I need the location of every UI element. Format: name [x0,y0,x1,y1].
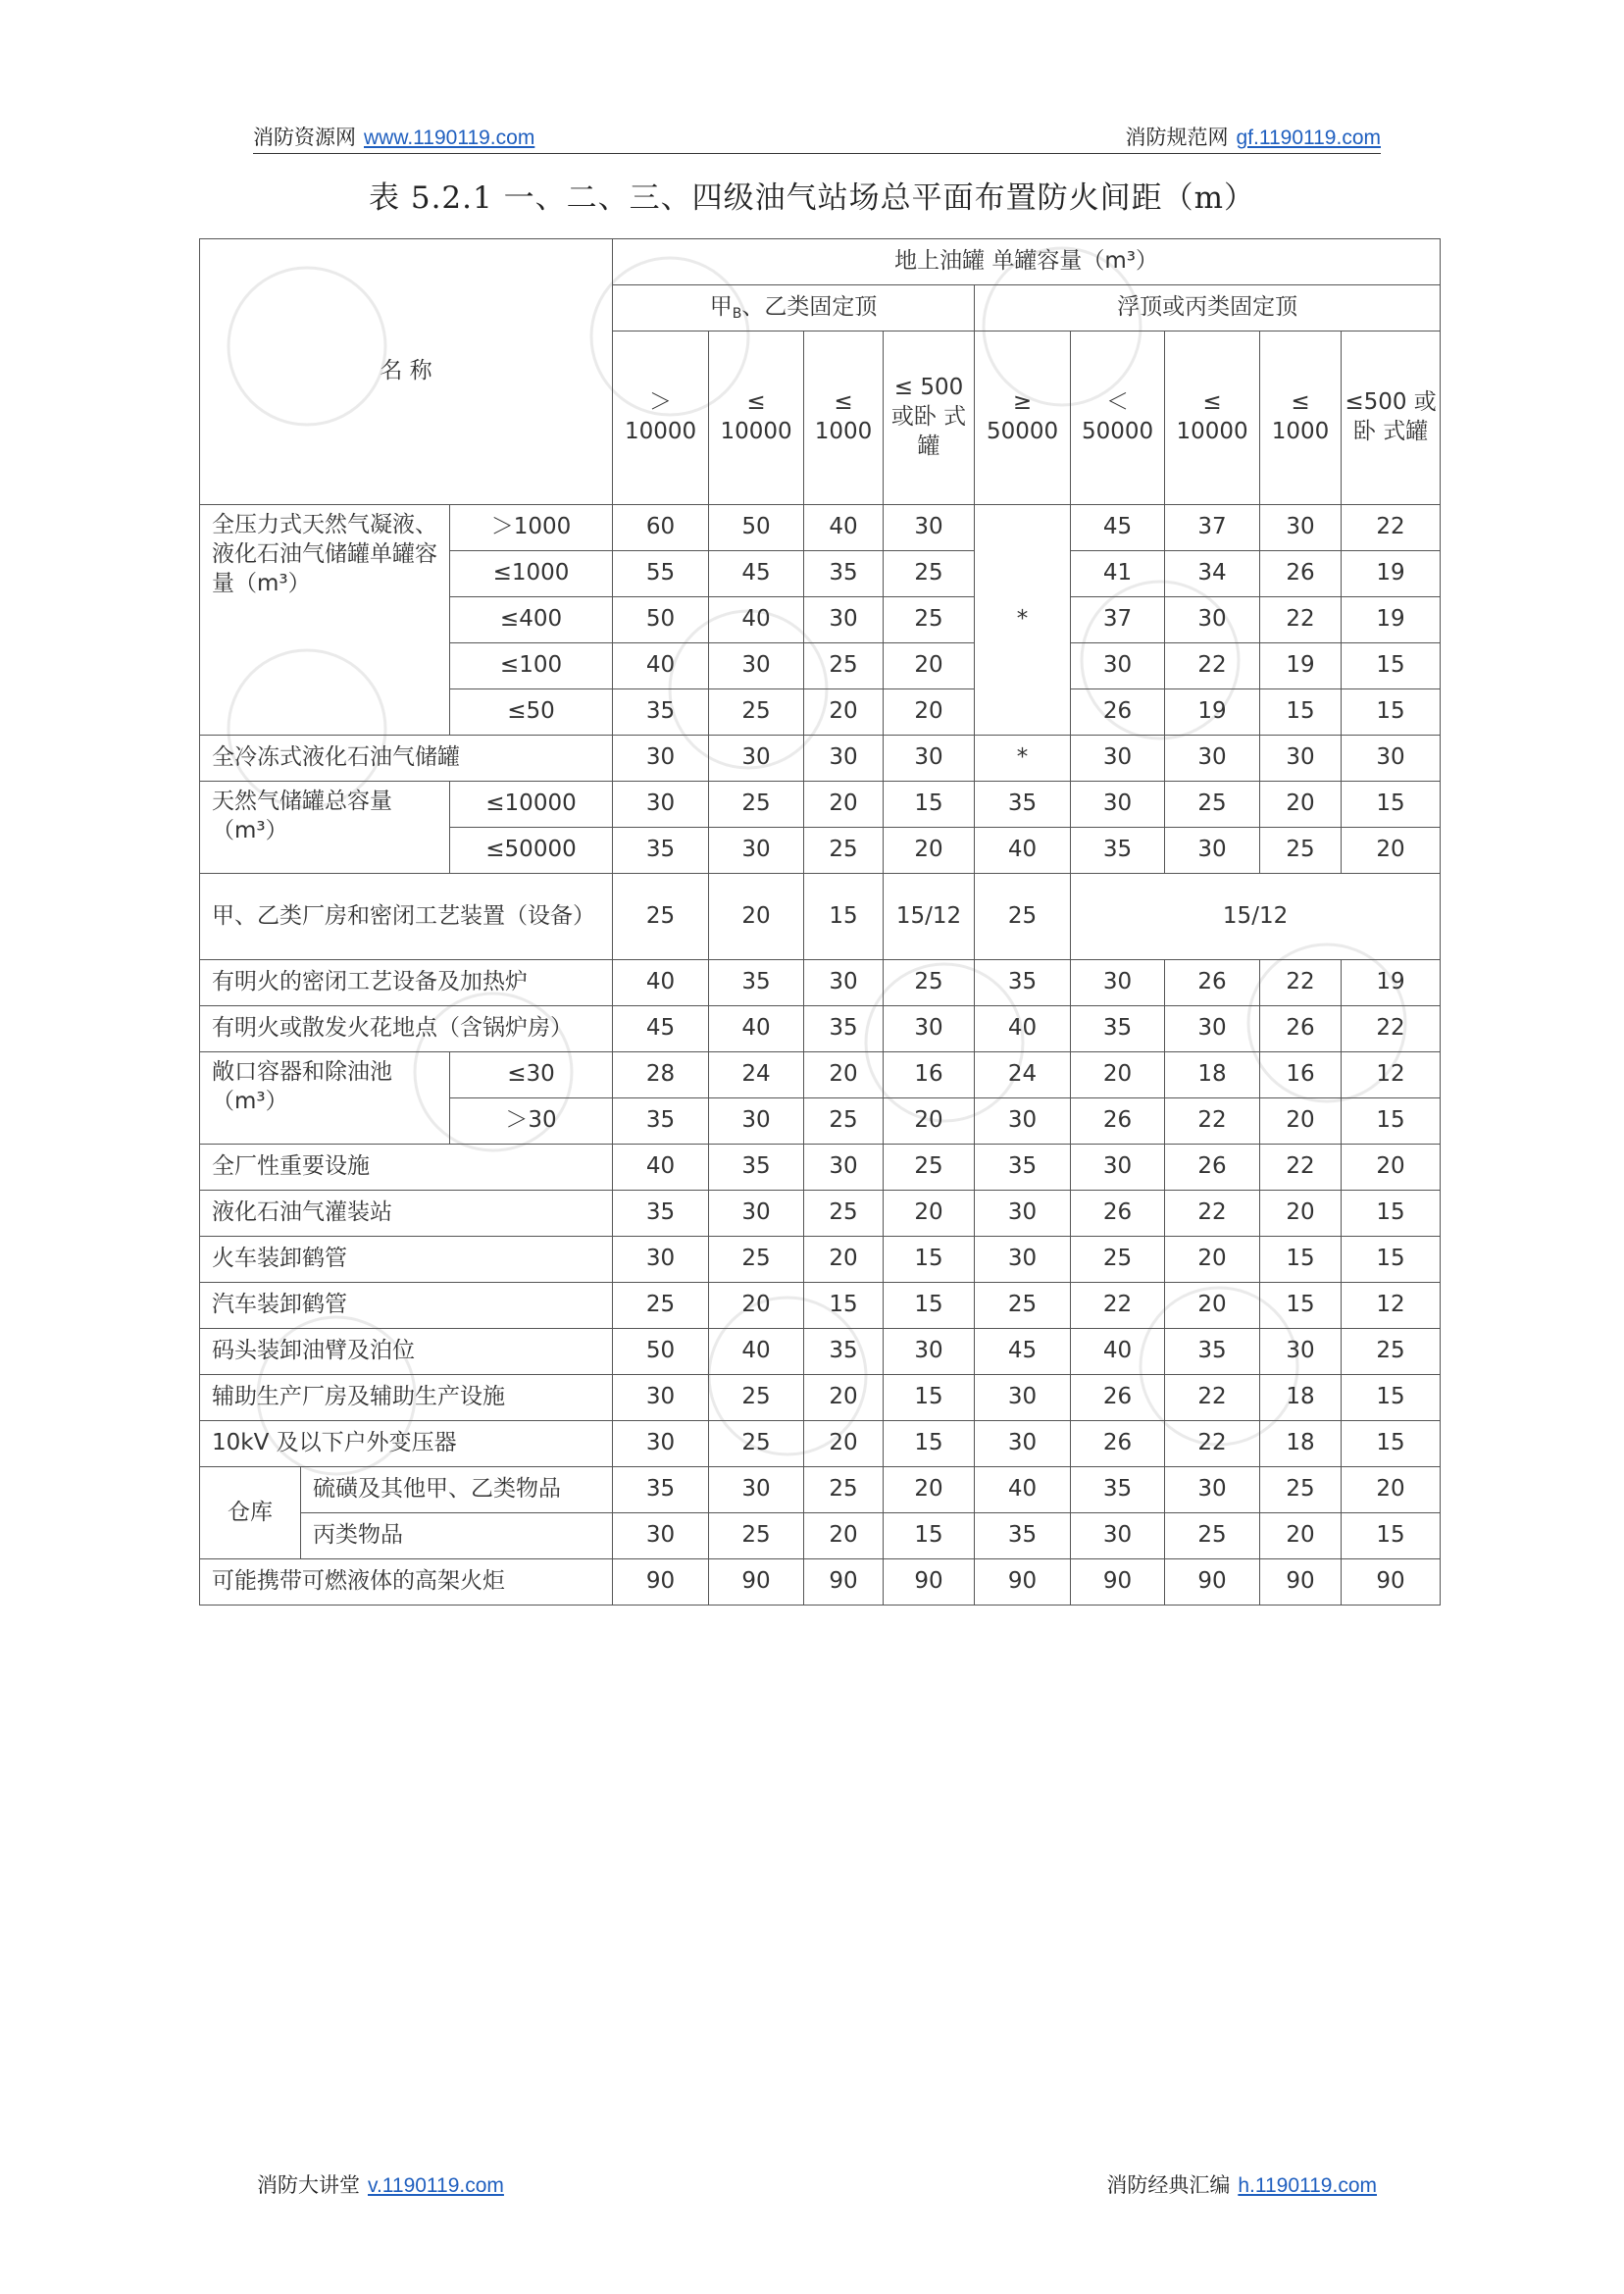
table-cell: 40 [709,1329,804,1375]
table-cell: 37 [1165,505,1260,551]
table-cell: 35 [804,551,884,597]
name-header-cell [200,239,613,505]
table-cell: 35 [804,1329,884,1375]
table-cell: 25 [804,828,884,874]
table-cell: 30 [804,960,884,1006]
table-cell: 15 [1342,1513,1441,1559]
table-cell: 22 [1071,1283,1165,1329]
table-cell: 20 [884,1467,975,1513]
table-cell: 25 [1260,1467,1342,1513]
table-cell: 45 [975,1329,1071,1375]
table-cell: 12 [1342,1052,1441,1098]
table-cell: 20 [1260,782,1342,828]
row-label: ＞30 [450,1098,613,1145]
table-cell: 35 [975,960,1071,1006]
table-container [199,238,1440,1595]
table-cell: 26 [1165,1145,1260,1191]
table-cell: 22 [1165,1421,1260,1467]
table-cell: 30 [613,1421,709,1467]
header-right-link[interactable]: gf.1190119.com [1236,127,1381,149]
table-cell: 25 [709,1421,804,1467]
table-cell: 22 [1260,1145,1342,1191]
table-cell: 25 [884,1145,975,1191]
table-cell: 20 [884,828,975,874]
table-cell: 35 [613,1191,709,1237]
table-cell: 35 [613,828,709,874]
table-cell: 25 [709,1237,804,1283]
table-cell: 20 [1342,1145,1441,1191]
table-cell: 40 [804,505,884,551]
table-cell: 20 [1260,1098,1342,1145]
row-label: 液化石油气灌装站 [200,1191,613,1237]
table-cell: 55 [613,551,709,597]
table-cell: 25 [884,551,975,597]
table-cell: 20 [804,1237,884,1283]
table-cell: 25 [804,1467,884,1513]
table-cell: 45 [709,551,804,597]
table-cell: 20 [804,1052,884,1098]
row-label: 丙类物品 [301,1513,613,1559]
table-cell: 90 [804,1559,884,1606]
column-header: ＜ 50000 [1071,331,1165,505]
table-cell: 15 [1342,1191,1441,1237]
table-cell: 15/12 [884,874,975,960]
table-cell: 25 [709,1375,804,1421]
row-label: ≤400 [450,597,613,643]
table-cell: 25 [975,1283,1071,1329]
table-cell: 35 [975,782,1071,828]
table-cell: 20 [804,689,884,736]
table-cell: * [975,505,1071,736]
table-cell: 35 [613,1467,709,1513]
table-cell: 20 [709,1283,804,1329]
table-cell: 20 [884,643,975,689]
row-label: 硫磺及其他甲、乙类物品 [301,1467,613,1513]
table-cell: 26 [1071,1098,1165,1145]
table-cell: 19 [1342,597,1441,643]
table-cell: 90 [1071,1559,1165,1606]
group-header-2: 浮顶或丙类固定顶 [975,285,1441,331]
table-cell: 20 [884,689,975,736]
table-cell: 15 [1342,1098,1441,1145]
table-cell: 15 [884,1513,975,1559]
table-cell: 30 [884,505,975,551]
table-cell: 30 [1165,828,1260,874]
table-cell: 30 [1071,643,1165,689]
table-cell: 90 [1165,1559,1260,1606]
footer-left-label: 消防大讲堂 [257,2173,360,2197]
table-cell: 22 [1165,1098,1260,1145]
page-header [253,122,1381,154]
fire-spacing-table [199,238,1441,1606]
table-cell: 19 [1342,551,1441,597]
row-label: ≤30 [450,1052,613,1098]
row-label: 甲、乙类厂房和密闭工艺装置（设备） [200,874,613,960]
column-header: ≤ 1000 [804,331,884,505]
table-cell: 15 [1260,1283,1342,1329]
row-label: 10kV 及以下户外变压器 [200,1421,613,1467]
table-cell: 20 [804,1513,884,1559]
table-cell: 30 [1165,736,1260,782]
header-left-label: 消防资源网 [253,126,356,149]
table-cell: 15 [1260,1237,1342,1283]
table-cell: 15 [884,1421,975,1467]
table-cell: 30 [613,1237,709,1283]
table-cell: 35 [709,960,804,1006]
table-cell: 22 [1260,597,1342,643]
table-cell: 20 [1342,828,1441,874]
footer-left [257,2169,504,2199]
table-cell: 15 [1342,1421,1441,1467]
table-cell: 30 [709,736,804,782]
header-left-link[interactable]: www.1190119.com [364,127,535,149]
table-cell: 40 [709,597,804,643]
table-cell: 30 [709,1191,804,1237]
table-cell: 26 [1071,1191,1165,1237]
table-cell: 15 [1342,689,1441,736]
table-cell: 20 [1260,1191,1342,1237]
table-cell: 28 [613,1052,709,1098]
table-cell: 16 [1260,1052,1342,1098]
table-cell: 25 [1071,1237,1165,1283]
table-cell: 19 [1165,689,1260,736]
table-cell: 40 [613,960,709,1006]
table-cell: 20 [1071,1052,1165,1098]
table-cell: 30 [613,736,709,782]
table-cell: 20 [1260,1513,1342,1559]
table-cell: 20 [709,874,804,960]
row-label: ≤1000 [450,551,613,597]
table-cell: 35 [709,1145,804,1191]
table-cell: 26 [1260,551,1342,597]
table-cell: 15 [884,1283,975,1329]
header-left [253,122,534,151]
row-label: ＞1000 [450,505,613,551]
table-cell: 15 [884,1237,975,1283]
table-cell: 18 [1165,1052,1260,1098]
table-cell: 25 [804,1098,884,1145]
table-cell: 30 [613,782,709,828]
table-cell: 18 [1260,1375,1342,1421]
table-cell: 15 [1342,782,1441,828]
table-cell: 25 [709,782,804,828]
table-cell: 41 [1071,551,1165,597]
table-cell: 20 [1165,1283,1260,1329]
table-cell: 40 [613,1145,709,1191]
table-cell: 25 [884,597,975,643]
table-cell: 35 [804,1006,884,1052]
header-right-label: 消防规范网 [1125,126,1229,149]
row-label: 全厂性重要设施 [200,1145,613,1191]
row-label: ≤10000 [450,782,613,828]
table-cell: 30 [884,736,975,782]
table-cell: 35 [975,1145,1071,1191]
header-right [1126,122,1382,151]
table-cell: 30 [804,597,884,643]
table-cell: 30 [1342,736,1441,782]
column-header: ≤ 1000 [1260,331,1342,505]
table-cell: 15 [884,782,975,828]
table-cell: 25 [884,960,975,1006]
table-cell: 20 [884,1191,975,1237]
table-cell: 12 [1342,1283,1441,1329]
row-label: 码头装卸油臂及泊位 [200,1329,613,1375]
table-cell: 20 [804,1375,884,1421]
table-cell: 22 [1165,643,1260,689]
footer-right [1106,2169,1377,2199]
table-cell: 90 [884,1559,975,1606]
table-cell: 22 [1165,1375,1260,1421]
top-header-cell [613,239,1441,285]
table-cell: 15 [1342,1375,1441,1421]
table-cell: 30 [804,736,884,782]
table-cell: 20 [1165,1237,1260,1283]
group-header-1: 甲B、乙类固定顶 [613,285,975,331]
table-cell: 22 [1260,960,1342,1006]
table-cell: 30 [1260,736,1342,782]
group-label-warehouse: 仓库 [200,1467,301,1559]
column-header: ＞ 10000 [613,331,709,505]
table-cell: 35 [1071,828,1165,874]
table-cell: 30 [1071,960,1165,1006]
table-cell: 90 [975,1559,1071,1606]
table-cell: 45 [613,1006,709,1052]
table-cell: 30 [804,1145,884,1191]
table-cell: 40 [1071,1329,1165,1375]
column-header: ≤ 500 或卧 式罐 [884,331,975,505]
table-cell: 15 [804,1283,884,1329]
table-cell: 25 [804,643,884,689]
table-cell: 18 [1260,1421,1342,1467]
table-cell: 26 [1071,689,1165,736]
table-cell: 90 [1342,1559,1441,1606]
table-cell: 30 [1165,1467,1260,1513]
table-cell: 30 [1260,1329,1342,1375]
table-cell: 30 [1071,1145,1165,1191]
table-cell: 22 [1342,1006,1441,1052]
table-cell: 30 [975,1375,1071,1421]
table-cell: 19 [1342,960,1441,1006]
footer-left-link[interactable]: v.1190119.com [368,2174,504,2197]
table-cell: 15/12 [1071,874,1441,960]
table-cell: 24 [975,1052,1071,1098]
table-cell: 30 [709,1098,804,1145]
table-cell: 40 [613,643,709,689]
table-cell: 30 [709,643,804,689]
table-cell: 35 [1165,1329,1260,1375]
table-cell: 30 [975,1098,1071,1145]
row-label: 汽车装卸鹤管 [200,1283,613,1329]
table-cell: 40 [975,1006,1071,1052]
table-cell: 26 [1071,1421,1165,1467]
row-label: 全冷冻式液化石油气储罐 [200,736,613,782]
footer-right-label: 消防经典汇编 [1106,2173,1231,2197]
table-cell: 20 [804,1421,884,1467]
table-cell: * [975,736,1071,782]
table-cell: 90 [709,1559,804,1606]
table-cell: 30 [613,1513,709,1559]
table-cell: 16 [884,1052,975,1098]
table-cell: 40 [975,828,1071,874]
table-cell: 60 [613,505,709,551]
row-label: ≤50000 [450,828,613,874]
name-header: 名 称 [380,358,432,384]
table-cell: 20 [1342,1467,1441,1513]
table-cell: 15 [1260,689,1342,736]
row-label: ≤50 [450,689,613,736]
table-cell: 90 [1260,1559,1342,1606]
table-cell: 25 [613,874,709,960]
table-cell: 45 [1071,505,1165,551]
table-cell: 30 [884,1006,975,1052]
table-title: 表 5.2.1 一、二、三、四级油气站场总平面布置防火间距（m） [369,180,1255,216]
table-cell: 25 [804,1191,884,1237]
group-label-open-containers: 敞口容器和除油池（m³） [200,1052,450,1145]
table-cell: 25 [1342,1329,1441,1375]
row-label: 有明火或散发火花地点（含锅炉房） [200,1006,613,1052]
table-cell: 35 [613,689,709,736]
table-cell: 20 [884,1098,975,1145]
table-cell: 35 [1071,1467,1165,1513]
table-cell: 25 [1260,828,1342,874]
column-header: ≤ 10000 [709,331,804,505]
row-label: 有明火的密闭工艺设备及加热炉 [200,960,613,1006]
table-cell: 22 [1342,505,1441,551]
table-cell: 50 [709,505,804,551]
table-cell: 25 [613,1283,709,1329]
group-label-pressurized-tanks: 全压力式天然气凝液、液化石油气储罐单罐容量（m³） [200,505,450,736]
table-cell: 30 [613,1375,709,1421]
row-label: ≤100 [450,643,613,689]
table-cell: 50 [613,1329,709,1375]
table-cell: 35 [613,1098,709,1145]
row-label: 辅助生产厂房及辅助生产设施 [200,1375,613,1421]
table-cell: 30 [975,1421,1071,1467]
table-cell: 40 [709,1006,804,1052]
table-cell: 25 [975,874,1071,960]
table-cell: 30 [884,1329,975,1375]
table-cell: 15 [804,874,884,960]
group-label-gas-tank-capacity: 天然气储罐总容量（m³） [200,782,450,874]
table-cell: 19 [1260,643,1342,689]
top-header: 地上油罐 单罐容量（m³） [894,248,1159,275]
table-cell: 30 [1165,597,1260,643]
table-cell: 25 [1165,782,1260,828]
table-cell: 25 [709,689,804,736]
table-cell: 24 [709,1052,804,1098]
column-header: ≥ 50000 [975,331,1071,505]
table-cell: 20 [804,782,884,828]
table-cell: 15 [1342,1237,1441,1283]
table-cell: 30 [1260,505,1342,551]
table-cell: 37 [1071,597,1165,643]
table-cell: 30 [1071,1513,1165,1559]
table-cell: 26 [1260,1006,1342,1052]
table-cell: 30 [975,1191,1071,1237]
table-cell: 25 [709,1513,804,1559]
table-cell: 22 [1165,1191,1260,1237]
table-cell: 30 [975,1237,1071,1283]
footer-right-link[interactable]: h.1190119.com [1238,2174,1377,2197]
table-cell: 15 [1342,643,1441,689]
table-cell: 30 [1165,1006,1260,1052]
table-cell: 25 [1165,1513,1260,1559]
table-cell: 15 [884,1375,975,1421]
table-cell: 30 [1071,736,1165,782]
table-cell: 26 [1165,960,1260,1006]
column-header: ≤500 或卧 式罐 [1342,331,1441,505]
table-cell: 35 [1071,1006,1165,1052]
row-label: 可能携带可燃液体的高架火炬 [200,1559,613,1606]
table-cell: 35 [975,1513,1071,1559]
table-cell: 30 [709,1467,804,1513]
column-header: ≤ 10000 [1165,331,1260,505]
page-footer [257,2169,1377,2201]
table-cell: 34 [1165,551,1260,597]
row-label: 火车装卸鹤管 [200,1237,613,1283]
table-cell: 40 [975,1467,1071,1513]
table-cell: 30 [709,828,804,874]
table-cell: 30 [1071,782,1165,828]
table-cell: 26 [1071,1375,1165,1421]
table-cell: 50 [613,597,709,643]
table-cell: 90 [613,1559,709,1606]
